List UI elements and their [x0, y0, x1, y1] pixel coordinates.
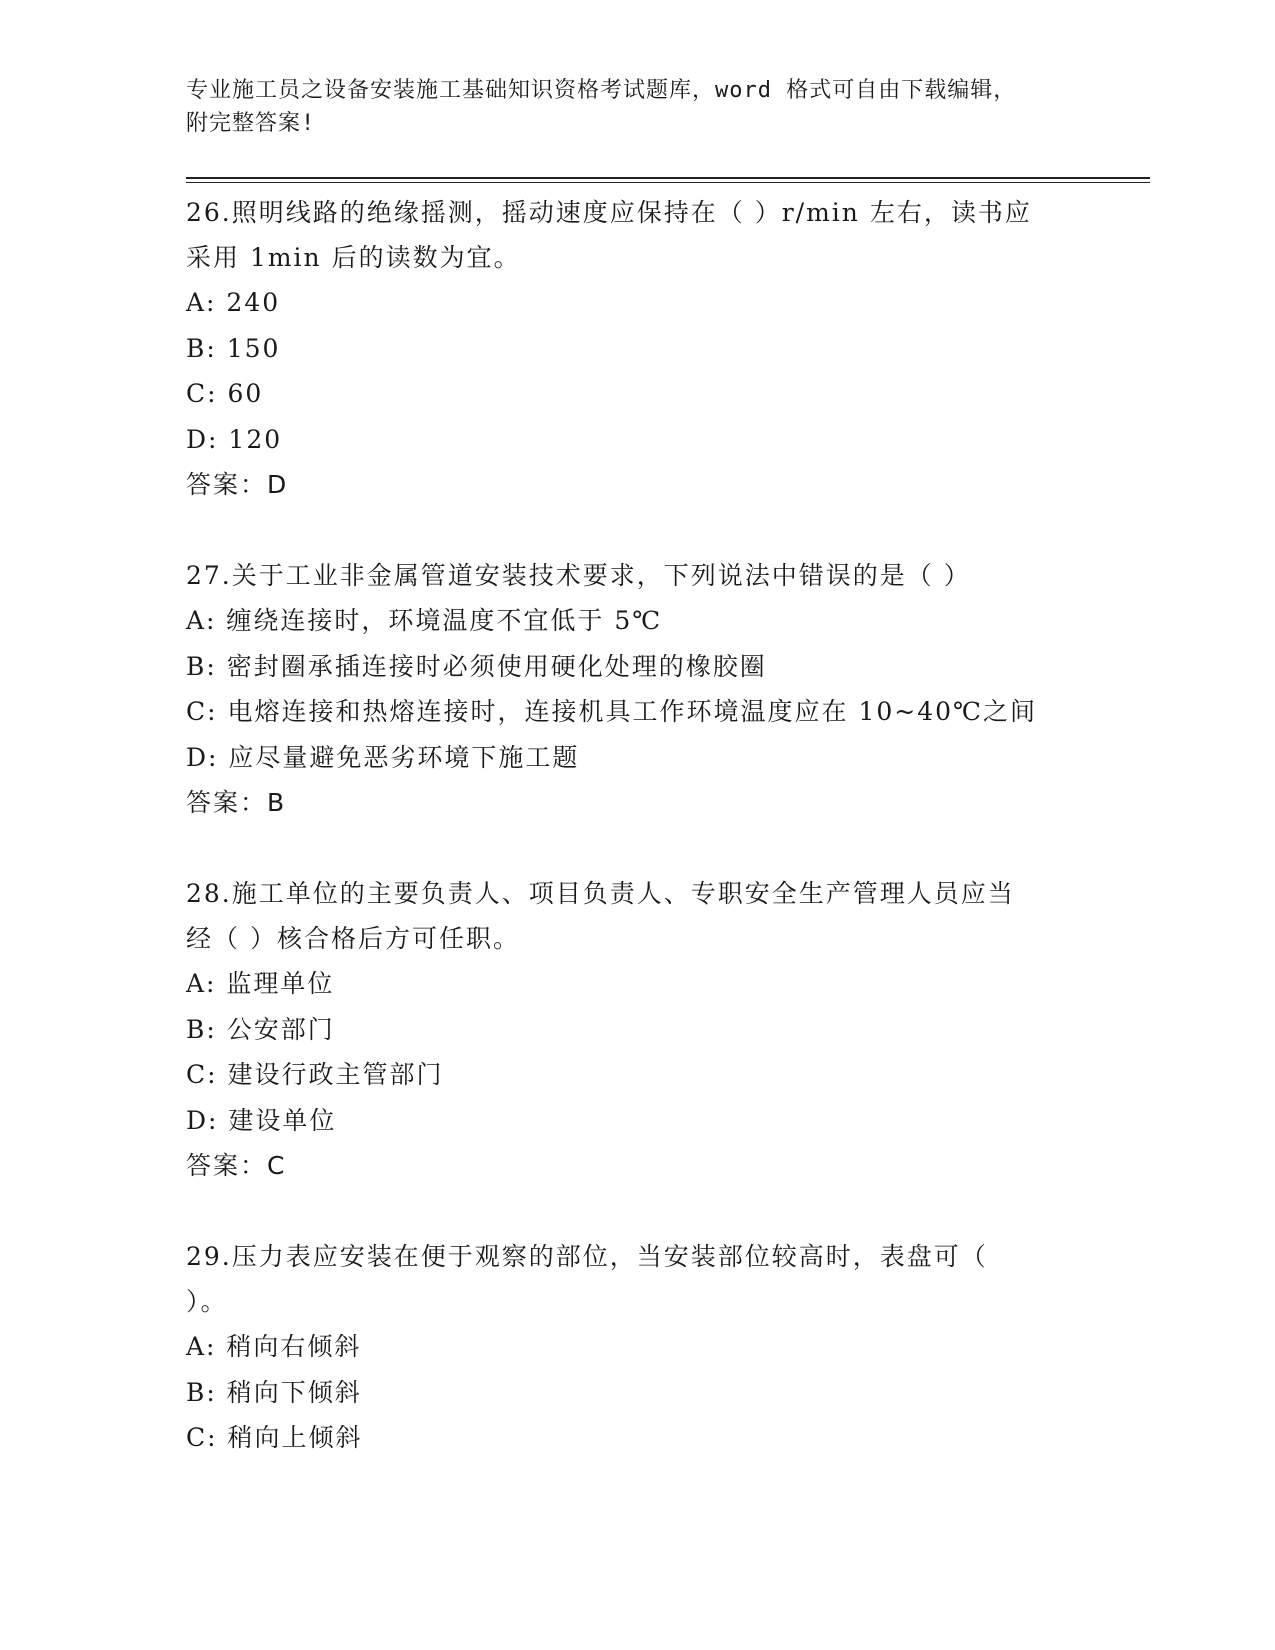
option-d: D: 应尽量避免恶劣环境下施工题 — [186, 742, 580, 772]
option-a: A: 监理单位 — [186, 969, 335, 998]
header-line-2: 附完整答案! — [186, 111, 316, 136]
option-b: B: 稍向下倾斜 — [186, 1377, 362, 1407]
question-text-line: 26.照明线路的绝缘摇测，摇动速度应保持在（ ）r/min 左右，读书应 — [186, 198, 1032, 227]
option-b: B: 150 — [186, 333, 281, 363]
option-d: D: 建设单位 — [186, 1105, 337, 1135]
question-27 — [186, 553, 1086, 825]
option-a: A: 240 — [186, 288, 281, 317]
question-text-line: ）。 — [186, 1287, 228, 1316]
option-a: A: 缠绕连接时，环境温度不宜低于 5℃ — [186, 606, 663, 635]
option-d: D: 120 — [186, 424, 283, 454]
question-text-line: 28.施工单位的主要负责人、项目负责人、专职安全生产管理人员应当 — [186, 879, 1015, 908]
option-c: C: 电熔连接和热熔连接时，连接机具工作环境温度应在 10~40℃之间 — [186, 697, 1037, 726]
document-header — [186, 74, 1086, 140]
option-b: B: 密封圈承插连接时必须使用硬化处理的橡胶圈 — [186, 651, 767, 681]
header-divider-thin — [186, 182, 1150, 183]
question-text-line: 经（ ）核合格后方可任职。 — [186, 924, 520, 953]
option-b: B: 公安部门 — [186, 1014, 335, 1044]
question-text-line: 29.压力表应安装在便于观察的部位，当安装部位较高时，表盘可（ — [186, 1242, 988, 1271]
question-29 — [186, 1234, 1086, 1461]
option-c: C: 60 — [186, 379, 264, 408]
question-text-line: 27.关于工业非金属管道安装技术要求，下列说法中错误的是（ ） — [186, 561, 971, 590]
answer: 答案：B — [186, 788, 287, 817]
header-line-1: 专业施工员之设备安装施工基础知识资格考试题库，word 格式可自由下载编辑， — [186, 78, 1017, 103]
question-list — [186, 190, 1086, 1507]
option-a: A: 稍向右倾斜 — [186, 1332, 362, 1361]
option-c: C: 建设行政主管部门 — [186, 1060, 444, 1089]
answer: 答案：D — [186, 470, 289, 499]
header-divider-thick — [186, 177, 1150, 179]
option-c: C: 稍向上倾斜 — [186, 1423, 363, 1452]
question-text-line: 采用 1min 后的读数为宜。 — [186, 243, 521, 272]
question-28 — [186, 871, 1086, 1188]
answer: 答案：C — [186, 1151, 287, 1180]
question-26 — [186, 190, 1086, 507]
